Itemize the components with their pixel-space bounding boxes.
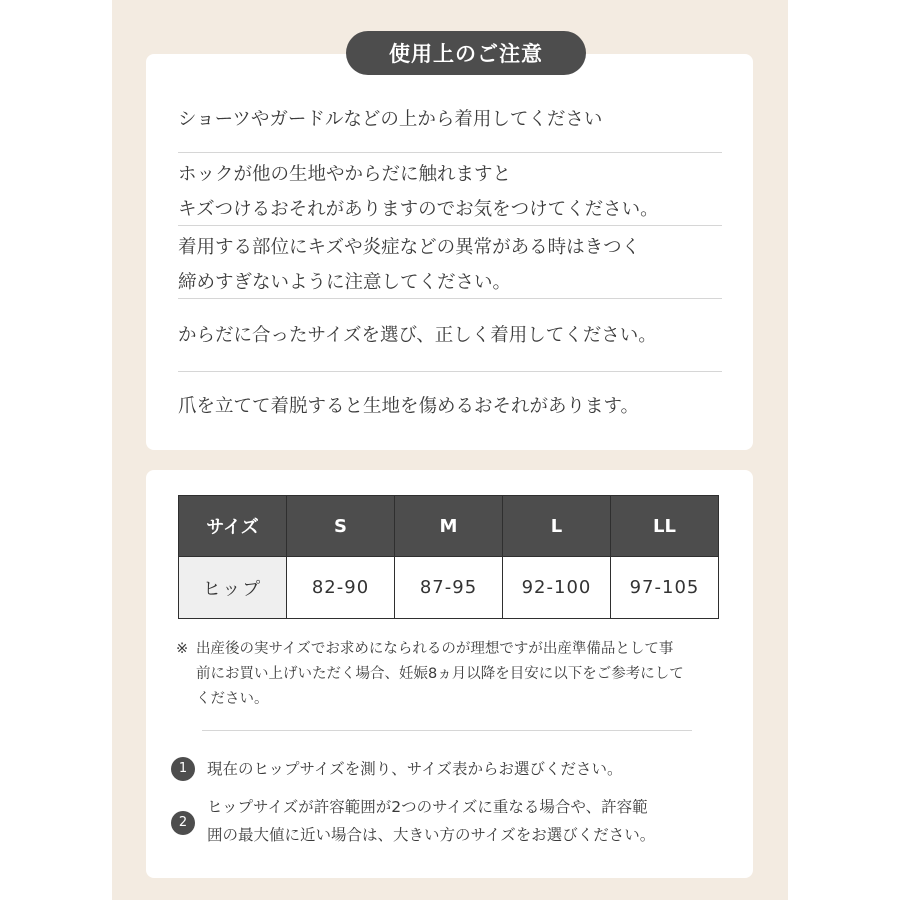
divider (178, 225, 722, 226)
size-header-label: サイズ (179, 496, 287, 557)
notice-line: キズつけるおそれがありますのでお気をつけてください。 (178, 199, 659, 220)
step-text: 囲の最大値に近い場合は、大きい方のサイズをお選びください。 (207, 826, 656, 844)
notice-line: 爪を立てて着脱すると生地を傷めるおそれがあります。 (178, 396, 640, 417)
step-number-badge: 1 (171, 757, 195, 781)
size-table (178, 495, 719, 619)
footnote-line: ください。 (196, 691, 269, 707)
divider (202, 730, 692, 731)
notice-line: 着用する部位にキズや炎症などの異常がある時はきつく (178, 237, 641, 258)
hip-value-m: 87-95 (395, 557, 503, 619)
divider (178, 152, 722, 153)
size-header-ll: LL (611, 496, 719, 557)
hip-row-label: ヒップ (179, 557, 287, 619)
size-header-l: L (503, 496, 611, 557)
notice-item (178, 230, 722, 300)
footnote-line: 出産後の実サイズでお求めになられるのが理想ですが出産準備品として事 (196, 641, 674, 657)
section-title: 使用上のご注意 (346, 31, 586, 75)
notice-item (178, 157, 722, 227)
step-number-badge: 2 (171, 811, 195, 835)
footnote (176, 637, 736, 712)
notice-item (178, 102, 722, 137)
notice-line: 締めすぎないように注意してください。 (178, 272, 512, 293)
step-text: ヒップサイズが許容範囲が2つのサイズに重なる場合や、許容範 (207, 798, 648, 816)
divider (178, 298, 722, 299)
footnote-mark: ※ (176, 641, 189, 657)
size-table-row (179, 557, 719, 619)
divider (178, 371, 722, 372)
notice-line: ホックが他の生地やからだに触れますと (178, 164, 512, 185)
hip-value-s: 82-90 (287, 557, 395, 619)
size-header-m: M (395, 496, 503, 557)
hip-value-ll: 97-105 (611, 557, 719, 619)
size-table-header-row (179, 496, 719, 557)
step-text: 現在のヒップサイズを測り、サイズ表からお選びください。 (207, 760, 623, 778)
notice-line: ショーツやガードルなどの上から着用してください (178, 109, 603, 130)
size-card (146, 470, 753, 878)
size-header-s: S (287, 496, 395, 557)
caution-card (146, 54, 753, 450)
notice-line: からだに合ったサイズを選び、正しく着用してください。 (178, 325, 657, 346)
notice-item (178, 389, 722, 424)
footnote-line: 前にお買い上げいただく場合、妊娠8ヵ月以降を目安に以下をご参考にして (196, 666, 684, 682)
notice-item (178, 318, 722, 353)
hip-value-l: 92-100 (503, 557, 611, 619)
